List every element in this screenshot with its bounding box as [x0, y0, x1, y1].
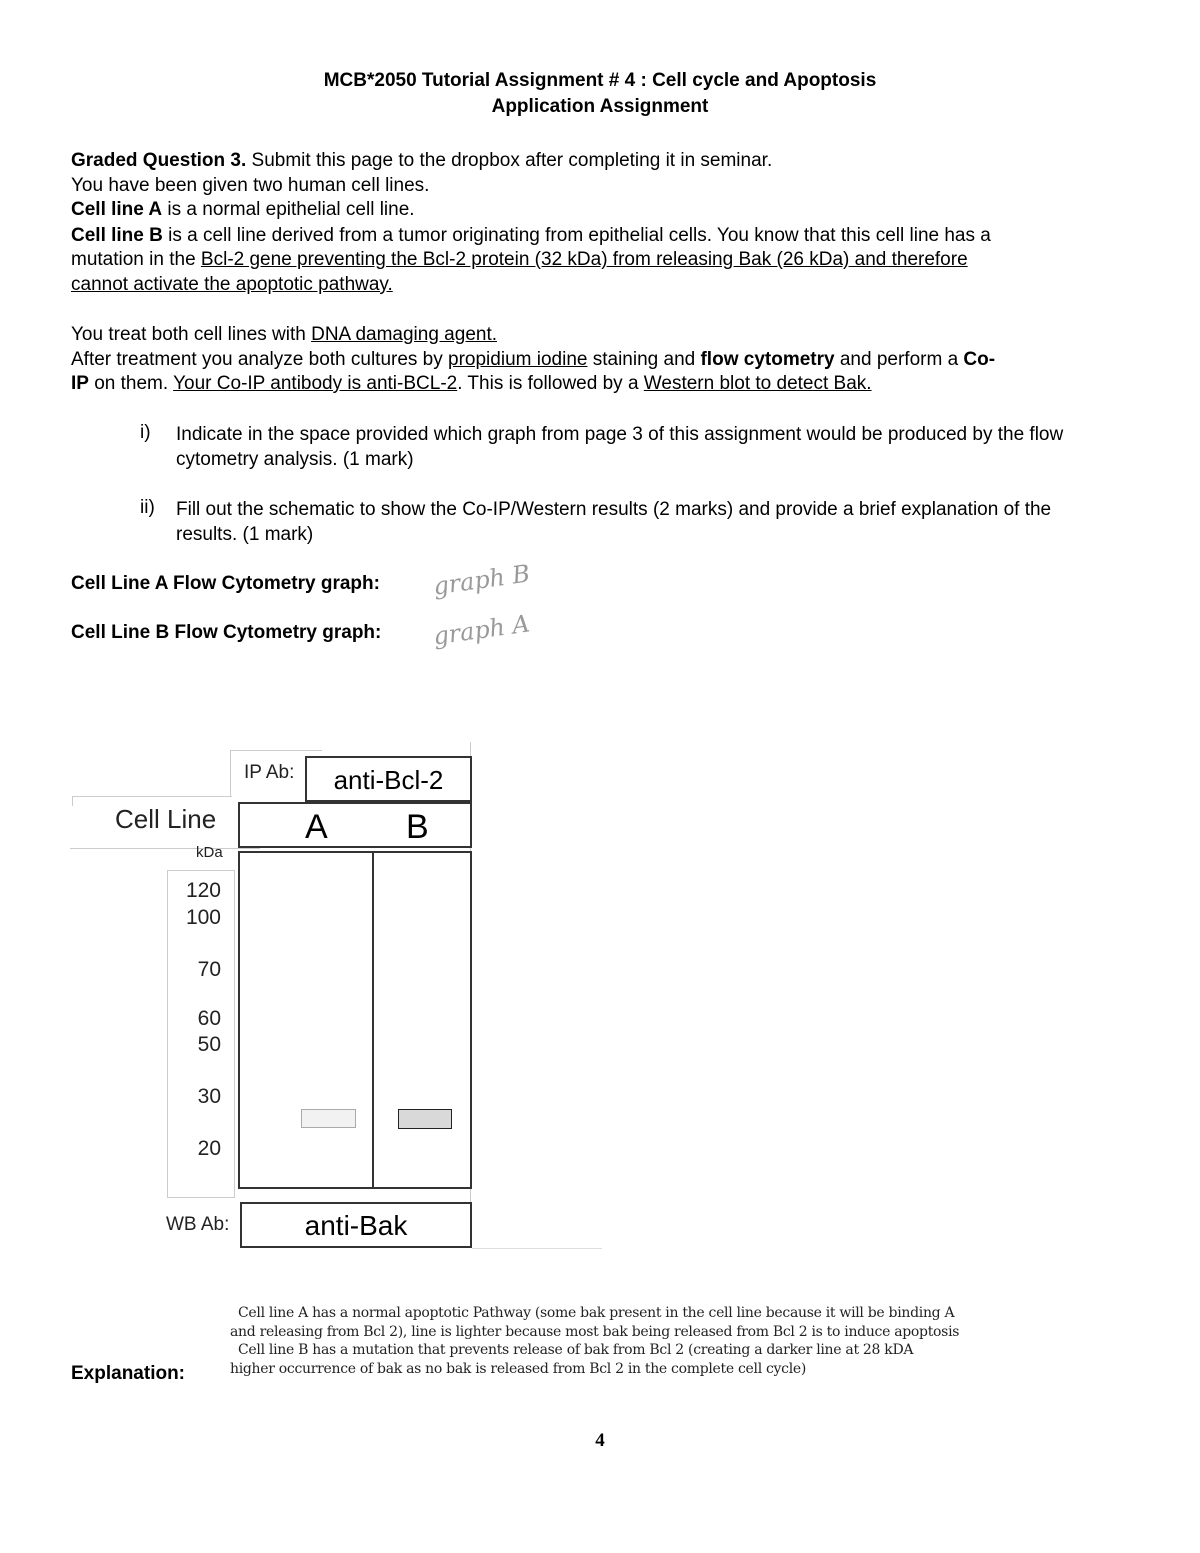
marker-20: 20 — [197, 1137, 221, 1160]
cell-line-b-graph-label: Cell Line B Flow Cytometry graph: — [71, 622, 382, 643]
page-number: 4 — [595, 1430, 605, 1451]
wb-antibody-label: WB Ab: — [166, 1214, 230, 1235]
cell-line-b-description: Cell line B is a cell line derived from a tumor originating from epithelial cells. You know that this cell line has a — [71, 225, 991, 246]
explanation-line-3: Cell line B has a mutation that prevents release of bak from Bcl 2 (creating a darker line at 28 kDA — [238, 1342, 914, 1358]
cell-line-b-graph-answer: graph A — [431, 609, 532, 651]
ip-antibody-box: anti-Bcl-2 — [305, 756, 472, 802]
marker-60: 60 — [197, 1007, 221, 1030]
cell-line-b-mutation-cont: cannot activate the apoptotic pathway. — [71, 274, 393, 295]
lane-a-label: A — [305, 808, 328, 846]
explanation-label: Explanation: — [71, 1363, 186, 1384]
coip-line: IP on them. Your Co-IP antibody is anti-BCL-2. This is followed by a Western blot to detect Bak. — [71, 373, 872, 394]
lane-header-box — [238, 802, 472, 848]
cell-line-a-description: Cell line A is a normal epithelial cell line. — [71, 199, 415, 220]
ip-antibody-label: IP Ab: — [244, 762, 295, 783]
kda-label: kDa — [196, 844, 223, 861]
cell-line-label: Cell Line — [115, 804, 217, 834]
treatment-line: You treat both cell lines with DNA damaging agent. — [71, 324, 498, 345]
western-blot-schematic — [60, 740, 620, 1260]
assignment-page: MCB*2050 Tutorial Assignment # 4 : Cell cycle and Apoptosis Application Assignment Graded Question 3. Submit this page to the dropbox after completing it in seminar. You have been given two human cell lines. Cell line A is a normal epithelial cell line. Cell line B is a cell line derived from a tumor originating from epithelial cells. You know that this cell line has a mutation in the Bcl-2 gene preventing the Bcl-2 protein (32 kDa) from releasing Bak (26 kDa) and therefore cannot activate the apoptotic pathway. You treat both cell lines with DNA damaging agent. After treatment you analyze both cultures by propidium iodine staining and flow cytometry and perform a Co- IP on them. Your Co-IP antibody is anti-BCL-2. This is followed by a Western blot to detect Bak. i) Indicate in the space provided which graph from page 3 of this assignment would be produced by the flow cytometry analysis. (1 mark) ii) Fill out the schematic to show the Co-IP/Western results (2 marks) and provide a brief explanation of the results. (1 mark) Cell Line A Flow Cytometry graph: graph B Cell Line B Flow Cytometry graph: graph A IP Ab: anti-Bcl-2 Cell Line A B kDa 120 100 70 60 50 30 20 WB Ab: anti-Bak Explanation: Cell line A has a normal apoptotic Pathway (some bak present in the cell line because it will be binding A and releasing from Bcl 2), line is lighter because most bak being released from Bcl 2 is to induce apoptosis Cell line B has a mutation that prevents release of bak from Bcl 2 (creating a darker line at 28 kDA higher occurrence of bak as no bak is released from Bcl 2 in the complete cell cycle) 4 — [0, 0, 1200, 1553]
marker-50: 50 — [197, 1033, 221, 1056]
cell-line-b-mutation: mutation in the Bcl-2 gene preventing the Bcl-2 protein (32 kDa) from releasing Bak (26 kDa) and therefore — [71, 249, 968, 270]
lane-b-band — [398, 1109, 452, 1129]
wb-antibody-box: anti-Bak — [240, 1202, 472, 1248]
cell-line-a-graph-answer: graph B — [431, 559, 532, 601]
explanation-line-4: higher occurrence of bak as no bak is released from Bcl 2 in the complete cell cycle) — [230, 1361, 807, 1377]
page-title: MCB*2050 Tutorial Assignment # 4 : Cell cycle and Apoptosis — [323, 70, 877, 91]
lane-a-band — [301, 1109, 356, 1128]
lane-b-label: B — [406, 808, 429, 846]
analysis-line: After treatment you analyze both cultures by propidium iodine staining and flow cytometry and perform a Co- — [71, 349, 996, 370]
cell-line-a-graph-label: Cell Line A Flow Cytometry graph: — [71, 573, 380, 594]
marker-120: 120 — [185, 879, 221, 902]
explanation-line-2: and releasing from Bcl 2), line is lighter because most bak being released from Bcl 2 is to induce apoptosis — [230, 1324, 960, 1340]
marker-30: 30 — [197, 1085, 221, 1108]
question-intro: Graded Question 3. Submit this page to the dropbox after completing it in seminar. — [71, 150, 773, 171]
question-line: You have been given two human cell lines. — [71, 175, 430, 196]
explanation-line-1: Cell line A has a normal apoptotic Pathway (some bak present in the cell line because it will be binding A — [238, 1305, 955, 1321]
marker-100: 100 — [185, 906, 221, 929]
lane-divider — [372, 853, 374, 1187]
page-subtitle: Application Assignment — [491, 96, 709, 117]
gel-box — [238, 851, 472, 1189]
marker-70: 70 — [197, 958, 221, 981]
